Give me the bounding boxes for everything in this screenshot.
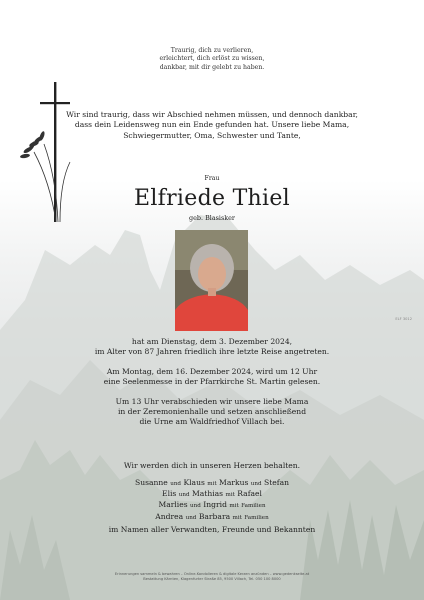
family-connector: und xyxy=(185,514,197,521)
document-code: ELF 3012 xyxy=(395,317,412,321)
deceased-name: Elfriede Thiel xyxy=(133,186,291,211)
family-connector: mit xyxy=(229,503,239,510)
passing-line: hat am Dienstag, dem 3. Dezember 2024, xyxy=(131,337,293,346)
family-name: Klaus xyxy=(183,478,205,487)
family-connector: und xyxy=(250,481,262,487)
passing-line: im Alter von 87 Jahren friedlich ihre letzte Reise angetreten. xyxy=(94,347,330,357)
family-connector: mit xyxy=(232,514,242,521)
family-name: Barbara xyxy=(198,511,231,521)
mass-line: Am Montag, dem 16. Dezember 2024, wird um 12 Uhr xyxy=(106,367,318,376)
family-name: Mathias xyxy=(191,489,224,499)
family-name: Markus xyxy=(219,478,249,487)
farewell-text xyxy=(0,397,424,428)
family-line xyxy=(0,512,424,523)
family-name: Rafael xyxy=(237,489,262,499)
quote-line: Traurig, dich zu verlieren, xyxy=(170,47,254,54)
family-connector: Familien xyxy=(241,503,266,510)
family-line xyxy=(0,489,424,500)
quote-line: erleichtert, dich erlöst zu wissen, xyxy=(159,55,265,63)
footer-line: Bestattung Kärnten, Klagenfurter Straße 85, 9500 Villach, Tel. 050 100 8000 xyxy=(143,577,281,581)
intro-line: Schwiegermutter, Oma, Schwester und Tante, xyxy=(123,130,301,140)
quote xyxy=(0,47,424,72)
family-connector: mit xyxy=(225,492,235,499)
family-line xyxy=(0,478,424,489)
family-name: Ingrid xyxy=(203,500,227,510)
family-connector: und xyxy=(170,481,182,487)
family-connector: Familien xyxy=(244,514,269,521)
family-name: Susanne xyxy=(135,478,168,487)
mass-text xyxy=(0,367,424,387)
intro-text xyxy=(0,110,424,141)
footer xyxy=(0,572,424,582)
portrait-photo xyxy=(175,230,248,331)
family-name: Elis xyxy=(162,489,177,499)
family-name: Andrea xyxy=(155,511,184,521)
born-name: geb. Blasisker xyxy=(189,214,235,222)
footer-line: Erinnerungen sammeln & bewahren – Online-Kondolieren & digitale Kerzen anzünden – www.gedenkseite.at xyxy=(114,572,310,576)
farewell-line: in der Zeremonienhalle und setzen anschließend xyxy=(117,407,307,417)
hearts-line: Wir werden dich in unseren Herzen behalten. xyxy=(123,461,301,470)
mass-line: eine Seelenmesse in der Pfarrkirche St. Martin gelesen. xyxy=(103,377,321,387)
title-prefix: Frau xyxy=(204,175,220,182)
quote-line: dankbar, mit dir gelebt zu haben. xyxy=(159,63,265,71)
passing-text xyxy=(0,337,424,357)
family-connector: und xyxy=(178,492,190,499)
intro-line: Wir sind traurig, dass wir Abschied nehmen müssen, und dennoch dankbar, xyxy=(66,110,358,119)
family-line xyxy=(0,500,424,511)
family-connector: mit xyxy=(207,481,217,487)
farewell-line: die Urne am Waldfriedhof Villach bei. xyxy=(139,417,285,427)
farewell-line: Um 13 Uhr verabschieden wir unsere liebe Mama xyxy=(115,397,309,406)
intro-line: dass dein Leidensweg nun ein Ende gefunden hat. Unsere liebe Mama, xyxy=(74,120,350,130)
names-closing: im Namen aller Verwandten, Freunde und Bekannten xyxy=(108,525,316,534)
family-name: Marlies xyxy=(158,500,188,510)
family-list xyxy=(0,478,424,523)
family-connector: und xyxy=(190,503,201,510)
family-name: Stefan xyxy=(264,478,289,487)
